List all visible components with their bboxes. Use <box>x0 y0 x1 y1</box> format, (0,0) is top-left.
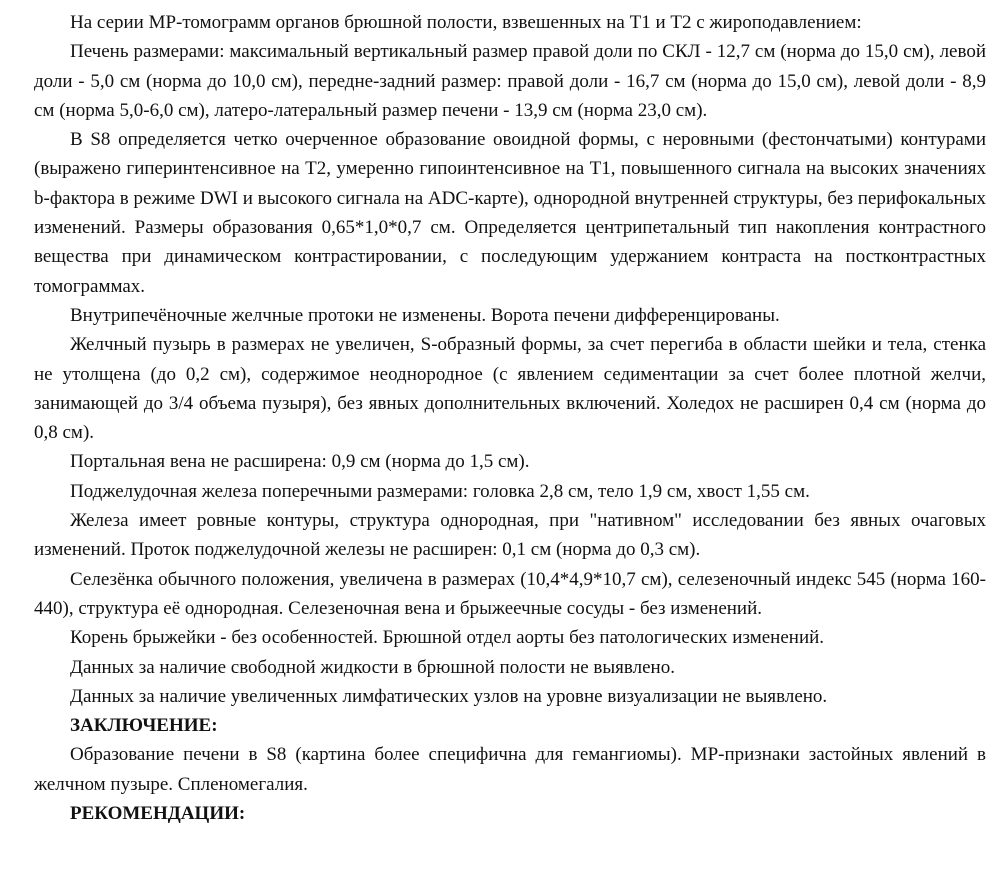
mesentery-paragraph: Корень брыжейки - без особенностей. Брюшной отдел аорты без патологических изменений. <box>70 627 825 649</box>
bile-ducts-paragraph: Внутрипечёночные желчные протоки не изменены. Ворота печени дифференцированы. <box>70 304 780 326</box>
pancreas-structure-paragraph: Железа имеет ровные контуры, структура однородная, при "нативном" исследовании без явных очаговых изменений. Проток поджелудочной железы не расширен: 0,1 см (норма до 0,3 см). <box>34 510 986 561</box>
lymph-nodes-paragraph: Данных за наличие увеличенных лимфатических узлов на уровне визуализации не выявлено. <box>70 685 828 707</box>
recommendations-heading: РЕКОМЕНДАЦИИ: <box>70 803 246 825</box>
free-fluid-paragraph: Данных за наличие свободной жидкости в брюшной полости не выявлено. <box>70 656 675 678</box>
liver-lesion-paragraph: В S8 определяется четко очерченное образование овоидной формы, с неровными (фестончатыми) контурами (выражено гиперинтенсивное на Т2, умеренно гипоинтенсивное на Т1, повышенного сигнала на высоких значениях b-фактора в режиме DWI и высокого сигнала на ADC-карте), однородной внутренней структуры, без перифокальных изменений. Размеры образования 0,65*1,0*0,7 см. Определяется центрипетальный тип накопления контрастного вещества при динамическом контрастировании, с последующим удержанием контраста на постконтрастных томограммах. <box>34 129 986 297</box>
conclusion-text: Образование печени в S8 (картина более специфична для гемангиомы). МР-признаки застойных явлений в желчном пузыре. Спленомегалия. <box>34 744 986 795</box>
gallbladder-paragraph: Желчный пузырь в размерах не увеличен, S-образный формы, за счет перегиба в области шейки и тела, стенка не утолщена (до 0,2 см), содержимое неоднородное (с явлением седиментации за счет более плотной желчи, занимающей до 3/4 объема пузыря), без явных дополнительных включений. Холедох не расширен 0,4 см (норма до 0,8 см). <box>34 334 986 444</box>
liver-size-paragraph: Печень размерами: максимальный вертикальный размер правой доли по СКЛ - 12,7 см (норма до 15,0 см), левой доли - 5,0 см (норма до 10,0 см), передне-задний размер: правой доли - 16,7 см (норма до 15,0 см), левой доли - 8,9 см (норма 5,0-6,0 см), латеро-латеральный размер печени - 13,9 см (норма 23,0 см). <box>34 41 986 121</box>
intro-paragraph: На серии МР-томограмм органов брюшной полости, взвешенных на Т1 и Т2 с жироподавлением: <box>70 12 862 33</box>
pancreas-size-paragraph: Поджелудочная железа поперечными размерами: головка 2,8 см, тело 1,9 см, хвост 1,55 см. <box>70 480 810 502</box>
conclusion-heading: ЗАКЛЮЧЕНИЕ: <box>70 715 218 737</box>
spleen-paragraph: Селезёнка обычного положения, увеличена в размерах (10,4*4,9*10,7 см), селезеночный индекс 545 (норма 160-440), структура её однородная. Селезеночная вена и брыжеечные сосуды - без изменений. <box>34 568 986 619</box>
portal-vein-paragraph: Портальная вена не расширена: 0,9 см (норма до 1,5 см). <box>70 451 530 473</box>
